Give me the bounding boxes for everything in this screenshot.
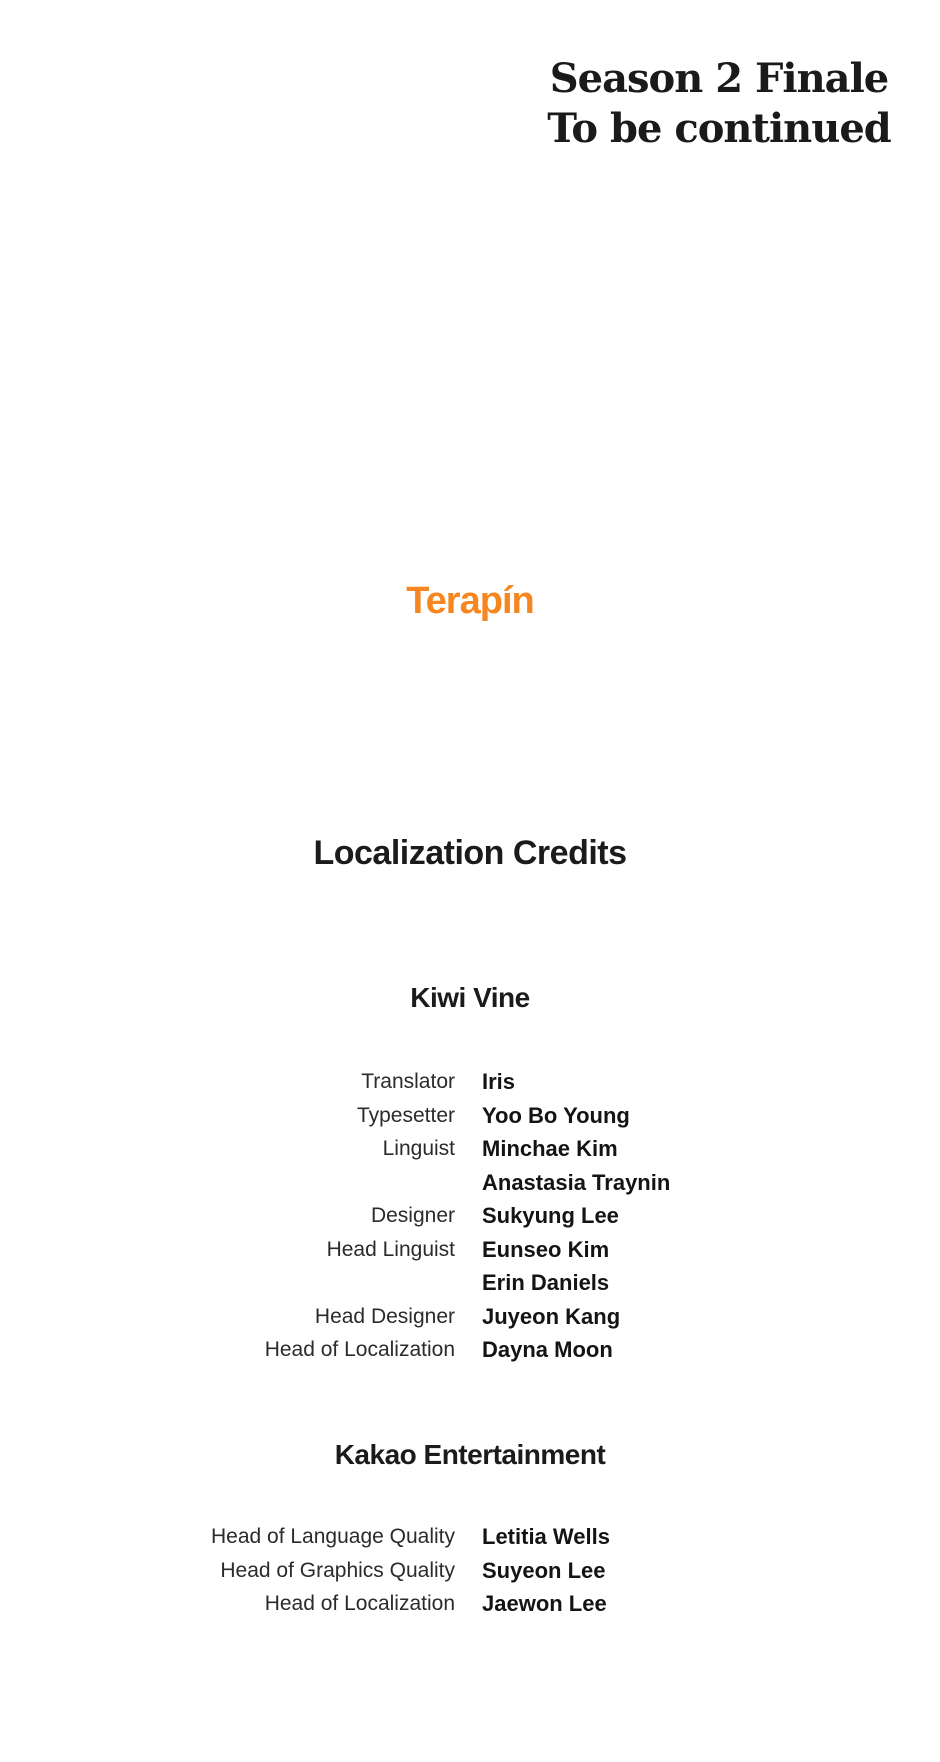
credit-name: Dayna Moon xyxy=(482,1337,613,1362)
credit-name: Suyeon Lee xyxy=(482,1557,606,1583)
credit-role: Head Designer xyxy=(314,1304,455,1328)
credit-name: Eunseo Kim xyxy=(482,1236,610,1262)
credit-name: Sukyung Lee xyxy=(482,1203,619,1228)
credit-name: Erin Daniels xyxy=(482,1270,610,1295)
section-heading-kiwi-vine: Kiwi Vine xyxy=(410,982,530,1013)
season-finale-line: Season 2 Finale xyxy=(549,55,889,102)
credit-role: Head of Localization xyxy=(264,1338,455,1361)
credit-role: Head of Language Quality xyxy=(210,1525,455,1548)
credit-name: Juyeon Kang xyxy=(482,1303,621,1329)
credit-role: Head of Graphics Quality xyxy=(220,1558,455,1582)
credit-role: Translator xyxy=(361,1070,455,1093)
credit-role: Head Linguist xyxy=(326,1237,455,1261)
localization-credits-title: Localization Credits xyxy=(313,834,627,872)
credit-name: Minchae Kim xyxy=(482,1136,618,1161)
credits-table-kiwi-vine xyxy=(0,1065,940,1367)
credits-table-kakao-entertainment xyxy=(0,1520,940,1621)
credit-name: Iris xyxy=(482,1069,516,1094)
credit-role xyxy=(0,1266,455,1300)
credit-role xyxy=(0,1166,455,1200)
credit-role: Designer xyxy=(370,1204,455,1227)
to-be-continued-line: To be continued xyxy=(547,105,891,152)
credit-role: Head of Localization xyxy=(264,1592,455,1615)
credit-name: Letitia Wells xyxy=(482,1524,610,1549)
credit-name: Jaewon Lee xyxy=(482,1591,607,1616)
credit-name: Yoo Bo Young xyxy=(482,1102,630,1128)
credit-role: Linguist xyxy=(382,1137,455,1160)
terapin-logo: Terapín xyxy=(406,580,534,622)
section-heading-kakao-entertainment: Kakao Entertainment xyxy=(334,1439,606,1470)
credit-role: Typesetter xyxy=(356,1103,455,1127)
season-finale-banner xyxy=(519,54,919,154)
credit-name: Anastasia Traynin xyxy=(482,1169,671,1195)
